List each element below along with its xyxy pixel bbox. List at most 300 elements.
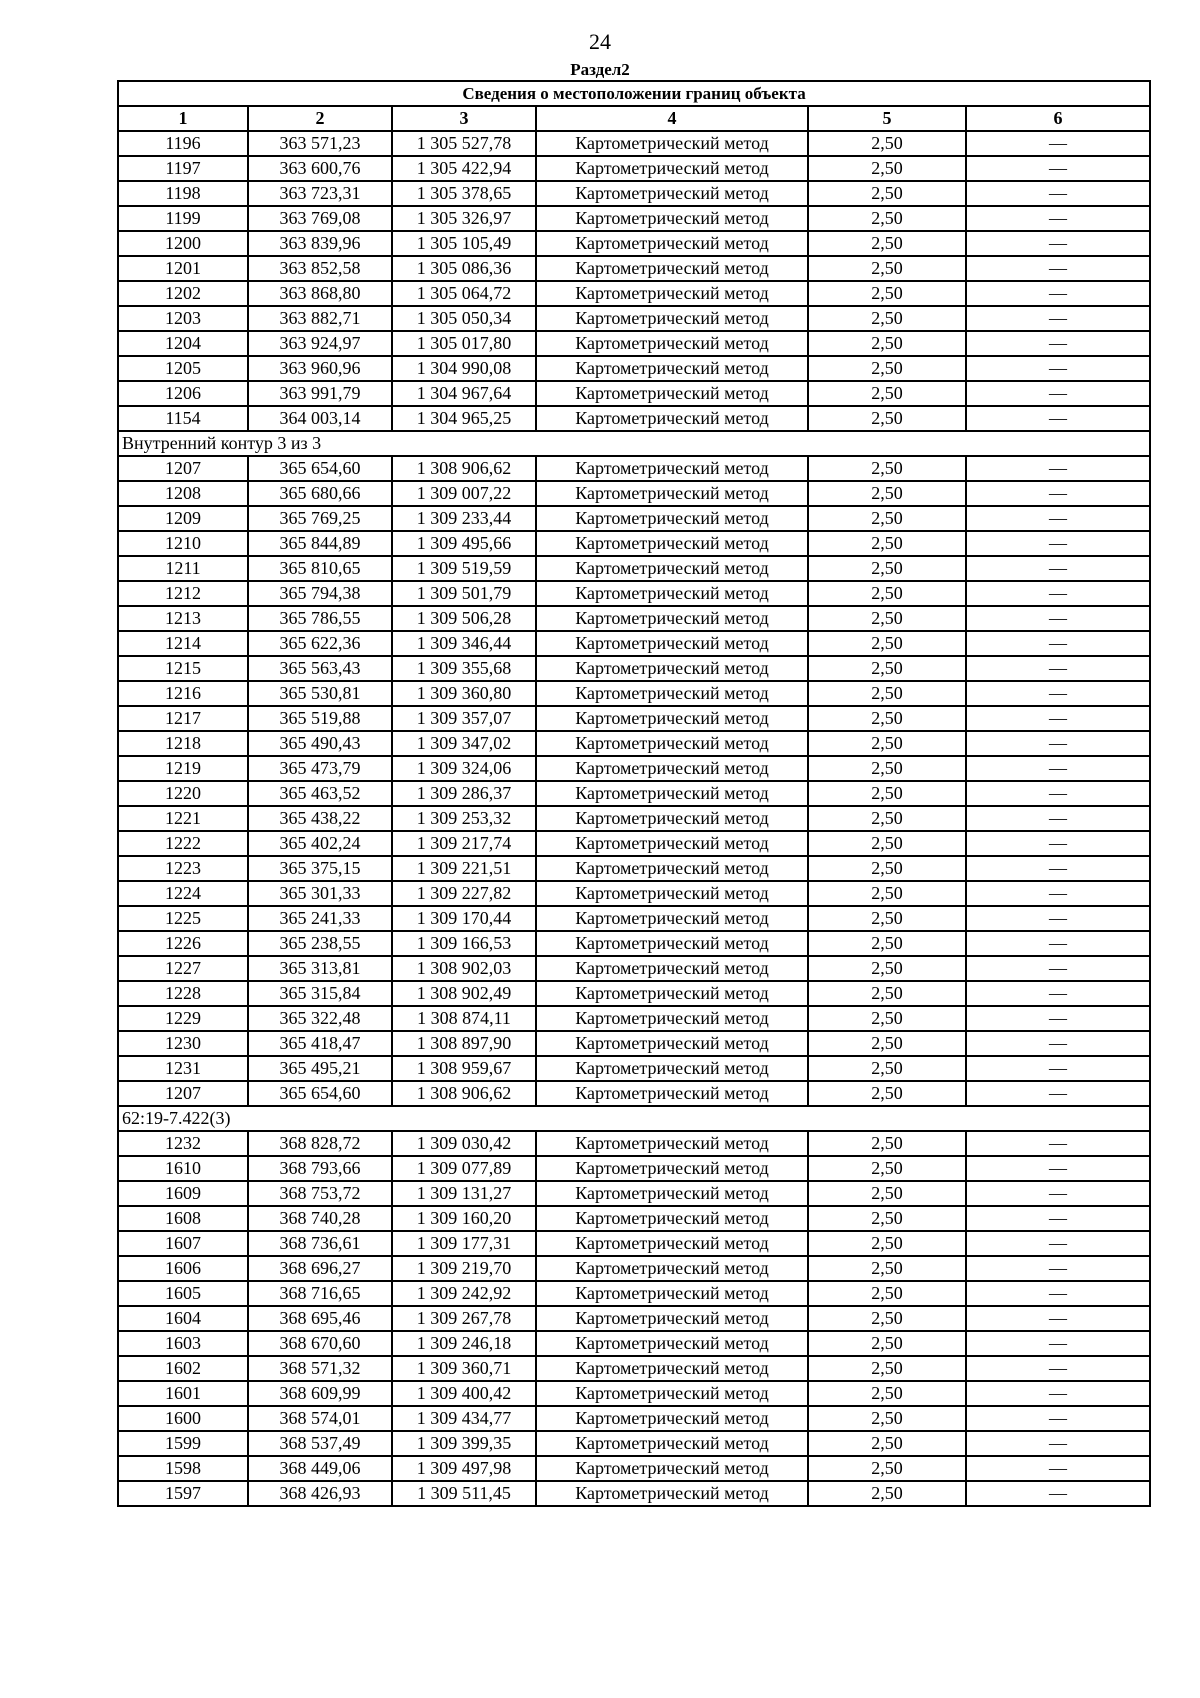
method-cell: Картометрический метод — [536, 1181, 808, 1206]
y-coordinate-cell: 1 308 874,11 — [392, 1006, 536, 1031]
x-coordinate-cell: 368 716,65 — [248, 1281, 392, 1306]
x-coordinate-cell: 365 769,25 — [248, 506, 392, 531]
point-number-cell: 1199 — [118, 206, 248, 231]
x-coordinate-cell: 365 322,48 — [248, 1006, 392, 1031]
accuracy-cell: 2,50 — [808, 931, 966, 956]
table-caption: Сведения о местоположении границ объекта — [118, 81, 1150, 106]
table-row — [118, 1481, 1150, 1506]
column-header: 6 — [966, 106, 1150, 131]
description-cell: — — [966, 831, 1150, 856]
description-cell: — — [966, 1281, 1150, 1306]
point-number-cell: 1229 — [118, 1006, 248, 1031]
point-number-cell: 1207 — [118, 1081, 248, 1106]
x-coordinate-cell: 365 810,65 — [248, 556, 392, 581]
y-coordinate-cell: 1 309 501,79 — [392, 581, 536, 606]
method-cell: Картометрический метод — [536, 1281, 808, 1306]
accuracy-cell: 2,50 — [808, 531, 966, 556]
description-cell: — — [966, 1306, 1150, 1331]
method-cell: Картометрический метод — [536, 206, 808, 231]
section-title: Раздел2 — [570, 60, 630, 79]
y-coordinate-cell: 1 304 967,64 — [392, 381, 536, 406]
point-number-cell: 1216 — [118, 681, 248, 706]
x-coordinate-cell: 363 723,31 — [248, 181, 392, 206]
accuracy-cell: 2,50 — [808, 381, 966, 406]
x-coordinate-cell: 368 793,66 — [248, 1156, 392, 1181]
table-row — [118, 881, 1150, 906]
x-coordinate-cell: 365 418,47 — [248, 1031, 392, 1056]
y-coordinate-cell: 1 304 965,25 — [392, 406, 536, 431]
boundary-coordinates-table — [117, 80, 1151, 1507]
description-cell: — — [966, 606, 1150, 631]
y-coordinate-cell: 1 309 030,42 — [392, 1131, 536, 1156]
table-row — [118, 706, 1150, 731]
x-coordinate-cell: 365 680,66 — [248, 481, 392, 506]
description-cell: — — [966, 206, 1150, 231]
description-cell: — — [966, 1056, 1150, 1081]
x-coordinate-cell: 368 609,99 — [248, 1381, 392, 1406]
y-coordinate-cell: 1 309 357,07 — [392, 706, 536, 731]
y-coordinate-cell: 1 305 050,34 — [392, 306, 536, 331]
point-number-cell: 1226 — [118, 931, 248, 956]
method-cell: Картометрический метод — [536, 981, 808, 1006]
method-cell: Картометрический метод — [536, 506, 808, 531]
y-coordinate-cell: 1 309 400,42 — [392, 1381, 536, 1406]
method-cell: Картометрический метод — [536, 606, 808, 631]
method-cell: Картометрический метод — [536, 1431, 808, 1456]
table-row — [118, 531, 1150, 556]
method-cell: Картометрический метод — [536, 956, 808, 981]
point-number-cell: 1605 — [118, 1281, 248, 1306]
method-cell: Картометрический метод — [536, 856, 808, 881]
table-row — [118, 506, 1150, 531]
point-number-cell: 1204 — [118, 331, 248, 356]
accuracy-cell: 2,50 — [808, 156, 966, 181]
table-row — [118, 131, 1150, 156]
x-coordinate-cell: 368 571,32 — [248, 1356, 392, 1381]
table-row — [118, 731, 1150, 756]
table-row — [118, 206, 1150, 231]
method-cell: Картометрический метод — [536, 831, 808, 856]
point-number-cell: 1217 — [118, 706, 248, 731]
point-number-cell: 1209 — [118, 506, 248, 531]
method-cell: Картометрический метод — [536, 331, 808, 356]
accuracy-cell: 2,50 — [808, 731, 966, 756]
accuracy-cell: 2,50 — [808, 806, 966, 831]
table-row — [118, 1081, 1150, 1106]
point-number-cell: 1231 — [118, 1056, 248, 1081]
table-row — [118, 856, 1150, 881]
y-coordinate-cell: 1 309 077,89 — [392, 1156, 536, 1181]
column-header: 5 — [808, 106, 966, 131]
method-cell: Картометрический метод — [536, 156, 808, 181]
point-number-cell: 1224 — [118, 881, 248, 906]
accuracy-cell: 2,50 — [808, 406, 966, 431]
description-cell: — — [966, 506, 1150, 531]
x-coordinate-cell: 365 654,60 — [248, 1081, 392, 1106]
accuracy-cell: 2,50 — [808, 1256, 966, 1281]
accuracy-cell: 2,50 — [808, 1306, 966, 1331]
x-coordinate-cell: 368 426,93 — [248, 1481, 392, 1506]
method-cell: Картометрический метод — [536, 456, 808, 481]
y-coordinate-cell: 1 308 897,90 — [392, 1031, 536, 1056]
table-row — [118, 181, 1150, 206]
method-cell: Картометрический метод — [536, 756, 808, 781]
table-row — [118, 456, 1150, 481]
table-row — [118, 981, 1150, 1006]
x-coordinate-cell: 368 670,60 — [248, 1331, 392, 1356]
point-number-cell: 1206 — [118, 381, 248, 406]
method-cell: Картометрический метод — [536, 231, 808, 256]
point-number-cell: 1196 — [118, 131, 248, 156]
point-number-cell: 1597 — [118, 1481, 248, 1506]
description-cell: — — [966, 281, 1150, 306]
y-coordinate-cell: 1 309 519,59 — [392, 556, 536, 581]
point-number-cell: 1608 — [118, 1206, 248, 1231]
table-row — [118, 356, 1150, 381]
description-cell: — — [966, 681, 1150, 706]
y-coordinate-cell: 1 309 246,18 — [392, 1331, 536, 1356]
accuracy-cell: 2,50 — [808, 556, 966, 581]
point-number-cell: 1601 — [118, 1381, 248, 1406]
accuracy-cell: 2,50 — [808, 1456, 966, 1481]
contour-group-row — [118, 1106, 1150, 1131]
table-row — [118, 1431, 1150, 1456]
table-row — [118, 1456, 1150, 1481]
method-cell: Картометрический метод — [536, 181, 808, 206]
point-number-cell: 1197 — [118, 156, 248, 181]
accuracy-cell: 2,50 — [808, 481, 966, 506]
point-number-cell: 1215 — [118, 656, 248, 681]
accuracy-cell: 2,50 — [808, 1181, 966, 1206]
point-number-cell: 1606 — [118, 1256, 248, 1281]
accuracy-cell: 2,50 — [808, 281, 966, 306]
table-row — [118, 1156, 1150, 1181]
x-coordinate-cell: 368 736,61 — [248, 1231, 392, 1256]
description-cell: — — [966, 1081, 1150, 1106]
accuracy-cell: 2,50 — [808, 881, 966, 906]
point-number-cell: 1600 — [118, 1406, 248, 1431]
y-coordinate-cell: 1 309 511,45 — [392, 1481, 536, 1506]
accuracy-cell: 2,50 — [808, 706, 966, 731]
x-coordinate-cell: 368 696,27 — [248, 1256, 392, 1281]
x-coordinate-cell: 365 402,24 — [248, 831, 392, 856]
x-coordinate-cell: 363 571,23 — [248, 131, 392, 156]
description-cell: — — [966, 1356, 1150, 1381]
point-number-cell: 1207 — [118, 456, 248, 481]
table-row — [118, 1006, 1150, 1031]
x-coordinate-cell: 363 852,58 — [248, 256, 392, 281]
description-cell: — — [966, 1331, 1150, 1356]
description-cell: — — [966, 1456, 1150, 1481]
y-coordinate-cell: 1 309 495,66 — [392, 531, 536, 556]
x-coordinate-cell: 365 375,15 — [248, 856, 392, 881]
description-cell: — — [966, 756, 1150, 781]
method-cell: Картометрический метод — [536, 1131, 808, 1156]
point-number-cell: 1228 — [118, 981, 248, 1006]
method-cell: Картометрический метод — [536, 1231, 808, 1256]
accuracy-cell: 2,50 — [808, 856, 966, 881]
table-row — [118, 1356, 1150, 1381]
description-cell: — — [966, 781, 1150, 806]
y-coordinate-cell: 1 304 990,08 — [392, 356, 536, 381]
accuracy-cell: 2,50 — [808, 1481, 966, 1506]
description-cell: — — [966, 981, 1150, 1006]
description-cell: — — [966, 656, 1150, 681]
caption-row — [118, 81, 1150, 106]
description-cell: — — [966, 306, 1150, 331]
method-cell: Картометрический метод — [536, 1256, 808, 1281]
description-cell: — — [966, 531, 1150, 556]
table-row — [118, 756, 1150, 781]
x-coordinate-cell: 365 794,38 — [248, 581, 392, 606]
x-coordinate-cell: 363 839,96 — [248, 231, 392, 256]
table-row — [118, 1406, 1150, 1431]
description-cell: — — [966, 556, 1150, 581]
y-coordinate-cell: 1 309 007,22 — [392, 481, 536, 506]
accuracy-cell: 2,50 — [808, 1381, 966, 1406]
accuracy-cell: 2,50 — [808, 1056, 966, 1081]
y-coordinate-cell: 1 309 355,68 — [392, 656, 536, 681]
table-row — [118, 406, 1150, 431]
y-coordinate-cell: 1 308 902,03 — [392, 956, 536, 981]
accuracy-cell: 2,50 — [808, 256, 966, 281]
column-header: 4 — [536, 106, 808, 131]
table-row — [118, 1281, 1150, 1306]
table-row — [118, 1306, 1150, 1331]
x-coordinate-cell: 363 924,97 — [248, 331, 392, 356]
table-row — [118, 631, 1150, 656]
table-row — [118, 1381, 1150, 1406]
table-row — [118, 331, 1150, 356]
table-row — [118, 931, 1150, 956]
description-cell: — — [966, 881, 1150, 906]
method-cell: Картометрический метод — [536, 1381, 808, 1406]
table-row — [118, 1131, 1150, 1156]
table-row — [118, 306, 1150, 331]
table-row — [118, 381, 1150, 406]
y-coordinate-cell: 1 309 347,02 — [392, 731, 536, 756]
x-coordinate-cell: 368 828,72 — [248, 1131, 392, 1156]
point-number-cell: 1223 — [118, 856, 248, 881]
accuracy-cell: 2,50 — [808, 681, 966, 706]
x-coordinate-cell: 363 960,96 — [248, 356, 392, 381]
y-coordinate-cell: 1 309 506,28 — [392, 606, 536, 631]
table-row — [118, 606, 1150, 631]
point-number-cell: 1610 — [118, 1156, 248, 1181]
contour-group-label: Внутренний контур 3 из 3 — [118, 431, 1150, 456]
accuracy-cell: 2,50 — [808, 906, 966, 931]
x-coordinate-cell: 365 241,33 — [248, 906, 392, 931]
y-coordinate-cell: 1 305 064,72 — [392, 281, 536, 306]
x-coordinate-cell: 368 695,46 — [248, 1306, 392, 1331]
method-cell: Картометрический метод — [536, 381, 808, 406]
method-cell: Картометрический метод — [536, 531, 808, 556]
method-cell: Картометрический метод — [536, 281, 808, 306]
x-coordinate-cell: 365 530,81 — [248, 681, 392, 706]
y-coordinate-cell: 1 309 242,92 — [392, 1281, 536, 1306]
method-cell: Картометрический метод — [536, 306, 808, 331]
point-number-cell: 1205 — [118, 356, 248, 381]
description-cell: — — [966, 906, 1150, 931]
x-coordinate-cell: 368 449,06 — [248, 1456, 392, 1481]
description-cell: — — [966, 381, 1150, 406]
accuracy-cell: 2,50 — [808, 1406, 966, 1431]
accuracy-cell: 2,50 — [808, 206, 966, 231]
y-coordinate-cell: 1 305 105,49 — [392, 231, 536, 256]
y-coordinate-cell: 1 305 378,65 — [392, 181, 536, 206]
table-row — [118, 681, 1150, 706]
method-cell: Картометрический метод — [536, 781, 808, 806]
x-coordinate-cell: 365 438,22 — [248, 806, 392, 831]
point-number-cell: 1232 — [118, 1131, 248, 1156]
method-cell: Картометрический метод — [536, 1331, 808, 1356]
y-coordinate-cell: 1 309 166,53 — [392, 931, 536, 956]
point-number-cell: 1220 — [118, 781, 248, 806]
x-coordinate-cell: 368 537,49 — [248, 1431, 392, 1456]
table-row — [118, 956, 1150, 981]
method-cell: Картометрический метод — [536, 131, 808, 156]
description-cell: — — [966, 1131, 1150, 1156]
y-coordinate-cell: 1 309 286,37 — [392, 781, 536, 806]
description-cell: — — [966, 581, 1150, 606]
description-cell: — — [966, 1381, 1150, 1406]
point-number-cell: 1222 — [118, 831, 248, 856]
description-cell: — — [966, 181, 1150, 206]
x-coordinate-cell: 365 495,21 — [248, 1056, 392, 1081]
description-cell: — — [966, 1481, 1150, 1506]
point-number-cell: 1200 — [118, 231, 248, 256]
x-coordinate-cell: 365 563,43 — [248, 656, 392, 681]
point-number-cell: 1201 — [118, 256, 248, 281]
description-cell: — — [966, 931, 1150, 956]
x-coordinate-cell: 363 600,76 — [248, 156, 392, 181]
accuracy-cell: 2,50 — [808, 781, 966, 806]
description-cell: — — [966, 456, 1150, 481]
accuracy-cell: 2,50 — [808, 1431, 966, 1456]
point-number-cell: 1599 — [118, 1431, 248, 1456]
y-coordinate-cell: 1 308 902,49 — [392, 981, 536, 1006]
accuracy-cell: 2,50 — [808, 306, 966, 331]
accuracy-cell: 2,50 — [808, 981, 966, 1006]
point-number-cell: 1213 — [118, 606, 248, 631]
method-cell: Картометрический метод — [536, 1456, 808, 1481]
description-cell: — — [966, 406, 1150, 431]
accuracy-cell: 2,50 — [808, 1331, 966, 1356]
table-row — [118, 556, 1150, 581]
contour-group-row — [118, 431, 1150, 456]
x-coordinate-cell: 365 238,55 — [248, 931, 392, 956]
accuracy-cell: 2,50 — [808, 1356, 966, 1381]
page-number: 24 — [589, 29, 611, 54]
description-cell: — — [966, 856, 1150, 881]
accuracy-cell: 2,50 — [808, 756, 966, 781]
table-body — [118, 131, 1150, 1506]
table-row — [118, 256, 1150, 281]
method-cell: Картометрический метод — [536, 1006, 808, 1031]
description-cell: — — [966, 1006, 1150, 1031]
description-cell: — — [966, 1431, 1150, 1456]
description-cell: — — [966, 331, 1150, 356]
x-coordinate-cell: 365 490,43 — [248, 731, 392, 756]
point-number-cell: 1211 — [118, 556, 248, 581]
y-coordinate-cell: 1 309 221,51 — [392, 856, 536, 881]
method-cell: Картометрический метод — [536, 256, 808, 281]
description-cell: — — [966, 356, 1150, 381]
y-coordinate-cell: 1 305 017,80 — [392, 331, 536, 356]
x-coordinate-cell: 363 769,08 — [248, 206, 392, 231]
y-coordinate-cell: 1 309 160,20 — [392, 1206, 536, 1231]
method-cell: Картометрический метод — [536, 356, 808, 381]
accuracy-cell: 2,50 — [808, 831, 966, 856]
x-coordinate-cell: 363 868,80 — [248, 281, 392, 306]
x-coordinate-cell: 365 463,52 — [248, 781, 392, 806]
x-coordinate-cell: 365 844,89 — [248, 531, 392, 556]
description-cell: — — [966, 1181, 1150, 1206]
accuracy-cell: 2,50 — [808, 1081, 966, 1106]
description-cell: — — [966, 706, 1150, 731]
table-row — [118, 656, 1150, 681]
method-cell: Картометрический метод — [536, 1031, 808, 1056]
description-cell: — — [966, 131, 1150, 156]
y-coordinate-cell: 1 309 497,98 — [392, 1456, 536, 1481]
point-number-cell: 1607 — [118, 1231, 248, 1256]
method-cell: Картометрический метод — [536, 481, 808, 506]
y-coordinate-cell: 1 309 170,44 — [392, 906, 536, 931]
table-row — [118, 1231, 1150, 1256]
table-row — [118, 156, 1150, 181]
point-number-cell: 1202 — [118, 281, 248, 306]
table-row — [118, 1331, 1150, 1356]
accuracy-cell: 2,50 — [808, 231, 966, 256]
x-coordinate-cell: 365 313,81 — [248, 956, 392, 981]
y-coordinate-cell: 1 308 906,62 — [392, 456, 536, 481]
column-header: 1 — [118, 106, 248, 131]
method-cell: Картометрический метод — [536, 1156, 808, 1181]
method-cell: Картометрический метод — [536, 656, 808, 681]
method-cell: Картометрический метод — [536, 731, 808, 756]
point-number-cell: 1219 — [118, 756, 248, 781]
method-cell: Картометрический метод — [536, 931, 808, 956]
accuracy-cell: 2,50 — [808, 1131, 966, 1156]
point-number-cell: 1218 — [118, 731, 248, 756]
y-coordinate-cell: 1 309 131,27 — [392, 1181, 536, 1206]
description-cell: — — [966, 1206, 1150, 1231]
x-coordinate-cell: 365 301,33 — [248, 881, 392, 906]
method-cell: Картометрический метод — [536, 1081, 808, 1106]
accuracy-cell: 2,50 — [808, 1156, 966, 1181]
table-row — [118, 781, 1150, 806]
method-cell: Картометрический метод — [536, 1406, 808, 1431]
column-header: 3 — [392, 106, 536, 131]
accuracy-cell: 2,50 — [808, 181, 966, 206]
point-number-cell: 1221 — [118, 806, 248, 831]
method-cell: Картометрический метод — [536, 581, 808, 606]
x-coordinate-cell: 365 786,55 — [248, 606, 392, 631]
y-coordinate-cell: 1 309 253,32 — [392, 806, 536, 831]
point-number-cell: 1214 — [118, 631, 248, 656]
x-coordinate-cell: 365 654,60 — [248, 456, 392, 481]
accuracy-cell: 2,50 — [808, 631, 966, 656]
accuracy-cell: 2,50 — [808, 956, 966, 981]
description-cell: — — [966, 256, 1150, 281]
y-coordinate-cell: 1 309 177,31 — [392, 1231, 536, 1256]
table-row — [118, 481, 1150, 506]
accuracy-cell: 2,50 — [808, 1031, 966, 1056]
description-cell: — — [966, 1231, 1150, 1256]
x-coordinate-cell: 365 315,84 — [248, 981, 392, 1006]
point-number-cell: 1212 — [118, 581, 248, 606]
description-cell: — — [966, 1406, 1150, 1431]
